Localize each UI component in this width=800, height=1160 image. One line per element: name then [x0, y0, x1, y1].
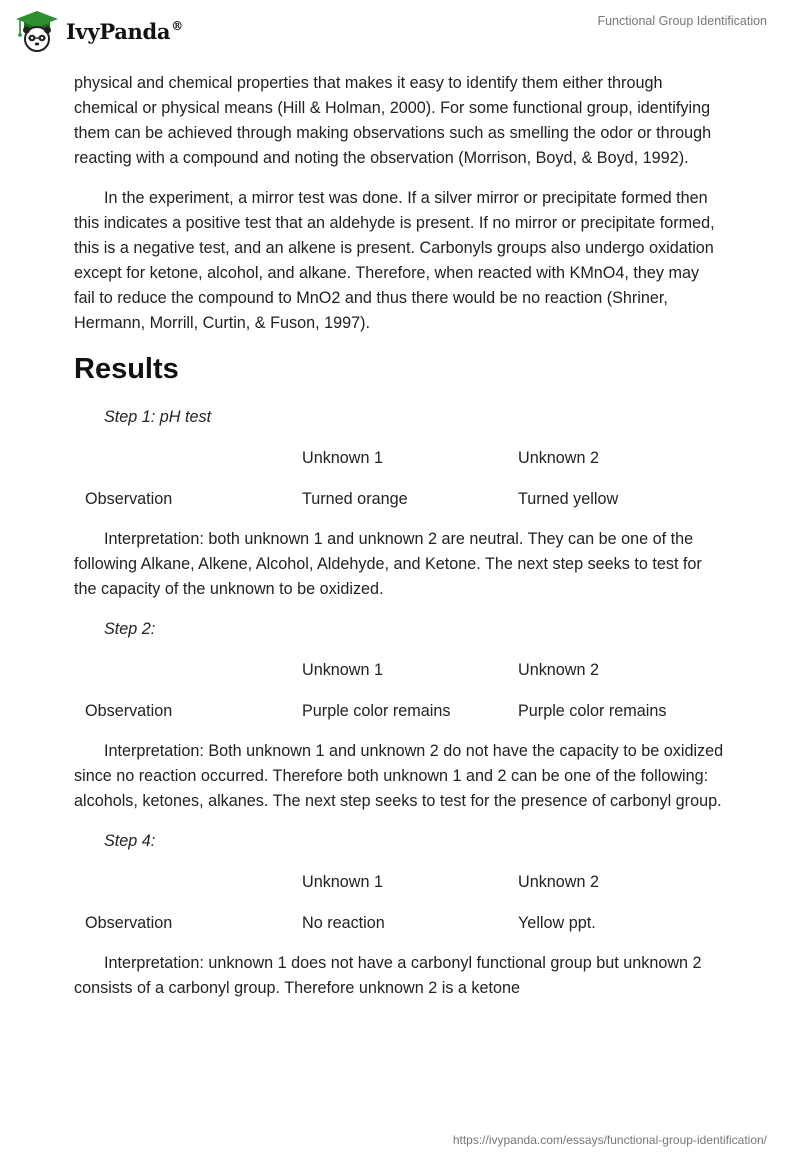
- table-cell: Purple color remains: [302, 702, 451, 720]
- document-title: Functional Group Identification: [597, 14, 767, 28]
- interpretation-paragraph: Interpretation: both unknown 1 and unknown 2 are neutral. They can be one of the following Alkane, Alkene, Alcohol, Aldehyde, and Ketone. The next step seeks to test for the capacity of the unknown to be oxidized.: [74, 530, 702, 598]
- table-cell: No reaction: [302, 914, 385, 932]
- observation-table: [74, 658, 666, 724]
- table-header-row: [74, 658, 666, 699]
- table-row: [74, 699, 666, 724]
- panda-graduate-icon: [14, 8, 60, 54]
- step-label: Step 2:: [104, 620, 156, 638]
- observation-table: [74, 870, 599, 936]
- table-cell: Yellow ppt.: [518, 914, 596, 932]
- interpretation-paragraph: Interpretation: unknown 1 does not have a carbonyl functional group but unknown 2 consists of a carbonyl group. Therefore unknown 2 is a ketone: [74, 954, 702, 997]
- column-header: Unknown 1: [302, 661, 383, 679]
- results-heading: Results: [74, 353, 179, 385]
- table-cell: Turned yellow: [518, 490, 619, 508]
- observation-table: [74, 446, 618, 512]
- table-header-row: [74, 870, 599, 911]
- interpretation-paragraph: Interpretation: Both unknown 1 and unknown 2 do not have the capacity to be oxidized since no reaction occurred. Therefore both unknown 1 and 2 can be one of the following: alcohols, ketones, alkanes. The next step seeks to test for the presence of carbonyl group.: [74, 742, 724, 810]
- ivypanda-logo[interactable]: [14, 8, 183, 54]
- essay-content: [74, 71, 724, 1016]
- table-cell: Purple color remains: [518, 702, 667, 720]
- table-row: [74, 487, 618, 512]
- column-header: Unknown 2: [518, 449, 599, 467]
- intro-paragraph: physical and chemical properties that makes it easy to identify them either through chemical or physical means (Hill & Holman, 2000). For some functional group, identifying them can be achieved through making observations such as smelling the odor or through reacting with a compound and noting the observation (Morrison, Boyd, & Boyd, 1992).: [74, 74, 712, 167]
- source-url-link[interactable]: https://ivypanda.com/essays/functional-group-identification/: [452, 1133, 767, 1147]
- table-header-row: [74, 446, 618, 487]
- table-cell: Turned orange: [302, 490, 408, 508]
- row-label: Observation: [85, 490, 173, 508]
- step-label: Step 4:: [104, 832, 156, 850]
- column-header: Unknown 2: [518, 873, 599, 891]
- step-label: Step 1: pH test: [104, 408, 212, 426]
- column-header: Unknown 1: [302, 873, 383, 891]
- column-header: Unknown 2: [518, 661, 599, 679]
- row-label: Observation: [85, 702, 173, 720]
- table-row: [74, 911, 599, 936]
- row-label: Observation: [85, 914, 173, 932]
- experiment-paragraph: In the experiment, a mirror test was done. If a silver mirror or precipitate formed then this indicates a positive test that an aldehyde is present. If no mirror or precipitate formed, this is a negative test, and an alkene is present. Carbonyls groups also undergo oxidation except for ketone, alcohol, and alkane. Therefore, when reacted with KMnO4, they may fail to reduce the compound to MnO2 and thus there would be no reaction (Shriner, Hermann, Morrill, Curtin, & Fuson, 1997).: [74, 189, 715, 332]
- page-header: [0, 0, 800, 62]
- column-header: Unknown 1: [302, 449, 383, 467]
- brand-name[interactable]: IvyPanda®: [66, 18, 183, 44]
